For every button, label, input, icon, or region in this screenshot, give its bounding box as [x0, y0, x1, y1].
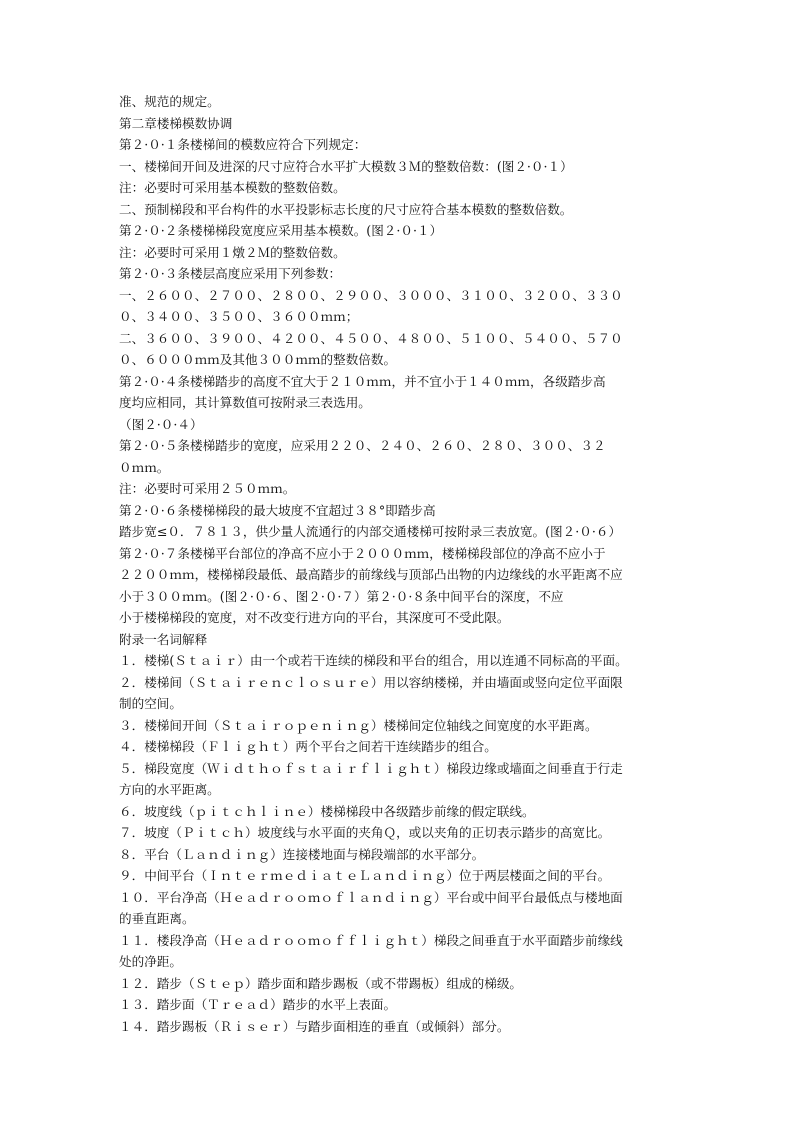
text-line: 第２·０·６条楼梯梯段的最大坡度不宜超过３８°即踏步高 [119, 502, 436, 518]
text-line: 度均应相同，其计算数值可按附录三表选用。 [119, 395, 371, 410]
definition-line: ４．楼梯梯段（Ｆｌｉｇｈｔ）两个平台之间若干连续踏步的组合。 [119, 739, 497, 754]
text-line: ２２００ｍｍ，楼梯梯段最低、最高踏步的前缘线与顶部凸出物的内边缘线的水平距离不应 [119, 567, 623, 582]
text-line: ０ｍｍ。 [119, 459, 170, 475]
text-line: 一、楼梯间开间及进深的尺寸应符合水平扩大模数３Ｍ的整数倍数：(图２·０·１） [119, 158, 573, 174]
definition-line: ５．梯段宽度（Ｗｉｄｔｈｏｆｓｔａｉｒｆｌｉｇｈｔ）梯段边缘或墙面之间垂直于行走 [119, 760, 623, 776]
text-line: 第２·０·７条楼梯平台部位的净高不应小于２０００ｍｍ，楼梯梯段部位的净高不应小于 [119, 545, 606, 561]
text-line: 第２·０·１条楼梯间的模数应符合下列规定： [119, 137, 367, 152]
definition-line: ７．坡度（Ｐｉｔｃｈ）坡度线与水平面的夹角Ｑ，或以夹角的正切表示踏步的高宽比。 [119, 825, 611, 840]
definition-line: 处的净距。 [119, 954, 182, 969]
definition-line: ２．楼梯间（Ｓｔａｉｒｅｎｃｌｏｓｕｒｅ）用以容纳楼梯，并由墙面或竖向定位平面限 [119, 674, 623, 690]
note-line: 注：必要时可采用１燉２Ｍ的整数倍数。 [119, 244, 346, 260]
definition-line: ６．坡度线（ｐｉｔｃｈｌｉｎｅ）楼梯梯段中各级踏步前缘的假定联线。 [119, 803, 535, 819]
text-line: 小于楼梯梯段的宽度，对不改变行进方向的平台，其深度可不受此限。 [119, 610, 510, 625]
chapter-heading: 第二章楼梯模数协调 [119, 115, 233, 131]
text-line: 一、２６００、２７００、２８００、２９００、３０００、３１００、３２００、３３０ [119, 287, 623, 303]
text-line: 二、预制梯段和平台构件的水平投影标志长度的尺寸应符合基本模数的整数倍数。 [119, 201, 573, 217]
definition-line: １３．踏步面（Ｔｒｅａｄ）踏步的水平上表面。 [119, 997, 397, 1012]
note-line: 注：必要时可采用２５０ｍｍ。 [119, 481, 296, 496]
definition-line: 的垂直距离。 [119, 911, 195, 926]
definition-line: ９．中间平台（ＩｎｔｅｒｍｅｄｉａｔｅＬａｎｄｉｎｇ）位于两层楼面之间的平台。 [119, 868, 611, 883]
definition-line: １１．楼段净高（Ｈｅａｄｒｏｏｍｏｆｆｌｉｇｈｔ）梯段之间垂直于水平面踏步前缘线 [119, 932, 623, 948]
definition-line: １．楼梯(Ｓｔａｉｒ）由一个或若干连续的梯段和平台的组合，用以连通不同标高的平面。 [119, 653, 628, 668]
text-line: 第２·０·２条楼梯梯段宽度应采用基本模数。(图２·０·１） [119, 223, 443, 238]
text-line: 踏步宽≤０．７８１３，供少量人流通行的内部交通楼梯可按附录三表放宽。(图２·０·６） [119, 524, 622, 539]
text-line: ０、６０００ｍｍ及其他３００ｍｍ的整数倍数。 [119, 352, 397, 367]
definition-line: １２．踏步（Ｓｔｅｐ）踏步面和踏步踢板（或不带踢板）组成的梯级。 [119, 975, 522, 991]
definition-line: ３．楼梯间开间（Ｓｔａｉｒｏｐｅｎｉｎｇ）楼梯间定位轴线之间宽度的水平距离。 [119, 717, 598, 733]
text-line: 小于３００ｍｍ。(图２·０·６、图２·０·７）第２·０·８条中间平台的深度，不应 [119, 588, 564, 604]
definition-line: １４．踏步踢板（Ｒｉｓｅｒ）与踏步面相连的垂直（或倾斜）部分。 [119, 1018, 510, 1034]
text-line: 第２·０·５条楼梯踏步的宽度，应采用２２０、２４０、２６０、２８０、３００、３２ [119, 438, 606, 453]
definition-line: ８．平台（Ｌａｎｄｉｎｇ）连接楼地面与梯段端部的水平部分。 [119, 846, 485, 862]
text-line: 第２·０·３条楼层高度应采用下列参数： [119, 266, 342, 281]
text-line: 准、规范的规定。 [119, 94, 220, 109]
document-page [119, 91, 675, 1037]
definition-line: 方向的水平距离。 [119, 782, 220, 797]
figure-reference: （图２·０·４） [119, 416, 203, 432]
text-line: 第２·０·４条楼梯踏步的高度不宜大于２１０ｍｍ，并不宜小于１４０ｍｍ，各级踏步高 [119, 373, 606, 389]
note-line: 注：必要时可采用基本模数的整数倍数。 [119, 180, 346, 195]
appendix-heading: 附录一名词解释 [119, 631, 208, 647]
definition-line: １０．平台净高（Ｈｅａｄｒｏｏｍｏｆｌａｎｄｉｎｇ）平台或中间平台最低点与楼地面 [119, 889, 623, 905]
text-line: ０、３４００、３５００、３６００ｍｍ； [119, 309, 359, 324]
text-line: 二、３６００、３９００、４２００、４５００、４８００、５１００、５４００、５７０ [119, 330, 623, 346]
definition-line: 制的空间。 [119, 696, 182, 711]
